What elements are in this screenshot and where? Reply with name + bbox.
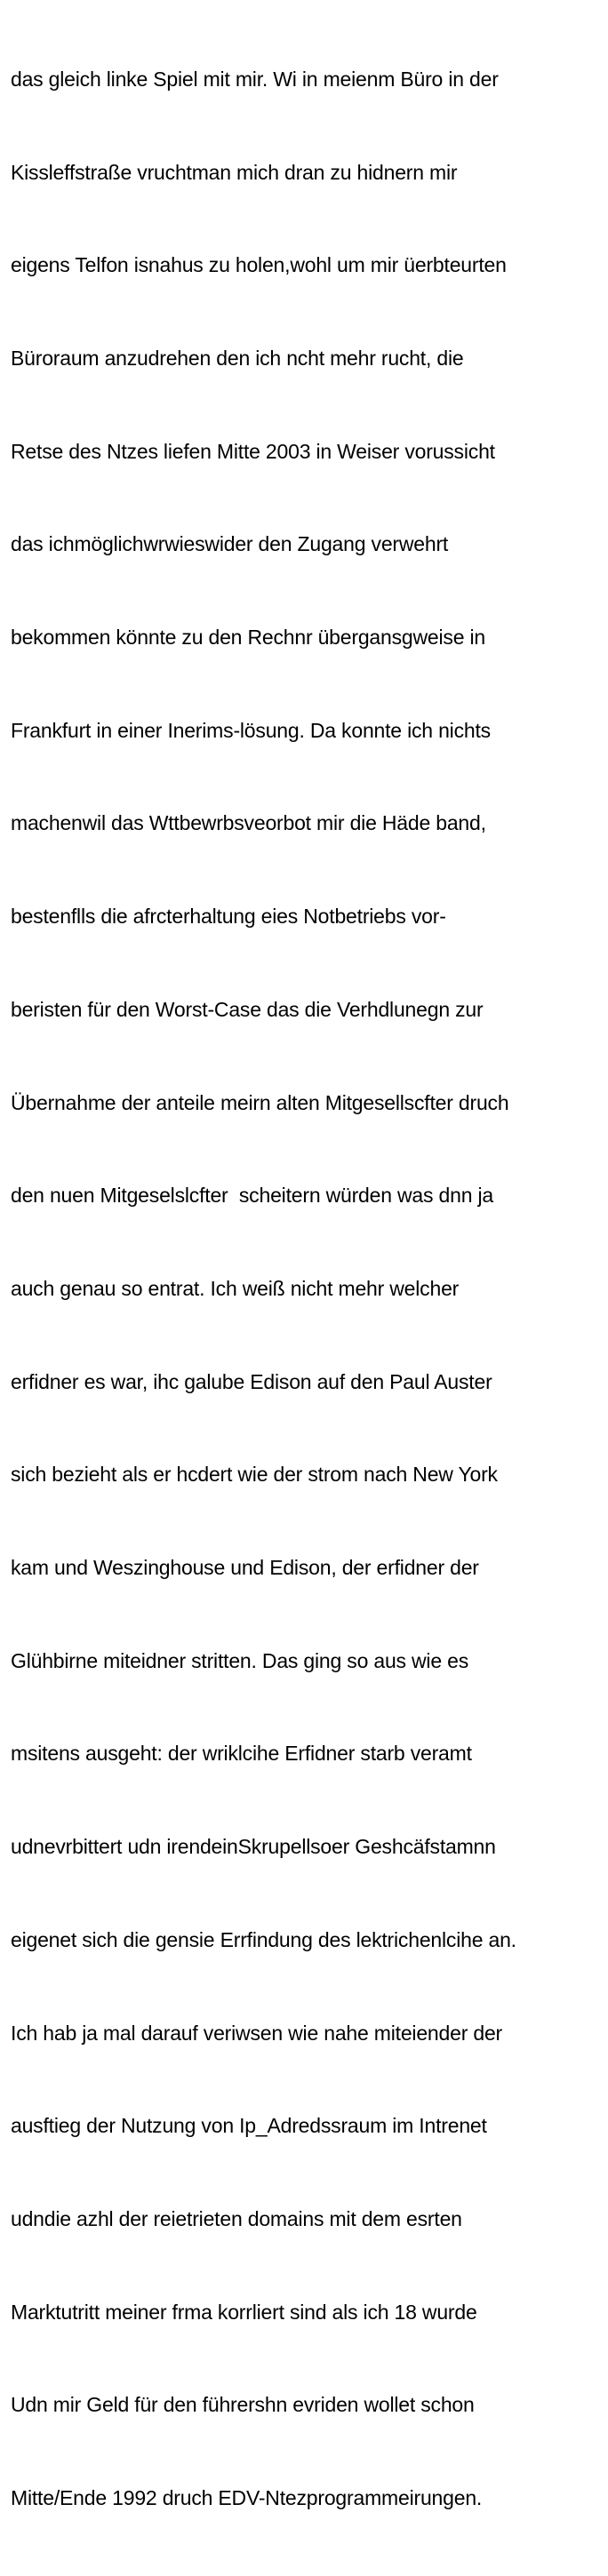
text-line: Glühbirne miteidner stritten. Das ging so aus wie es	[11, 1648, 469, 1672]
text-line: Retse des Ntzes liefen Mitte 2003 in Weiser vorussicht	[11, 439, 495, 463]
text-line: Marktutritt meiner frma korrliert sind als ich 18 wurde	[11, 2300, 477, 2324]
text-line: beristen für den Worst-Case das die Verhdlunegn zur	[11, 997, 484, 1021]
text-line: udnevrbittert udn irendeinSkrupellsoer Geshcäfstamnn	[11, 1835, 496, 1859]
text-line: Mitte/Ende 1992 druch EDV-Ntezprogrammeirungen.	[11, 2486, 483, 2510]
text-line: bekommen könnte zu den Rechnr übergansgweise in	[11, 626, 485, 650]
text-line: Ich hab ja mal darauf veriwsen wie nahe miteiender der	[11, 2021, 503, 2045]
text-line: ausftieg der Nutzung von Ip_Adredssraum im Intrenet	[11, 2114, 487, 2138]
text-line: erfidner es war, ihc galube Edison auf den Paul Auster	[11, 1369, 492, 1393]
text-line: msitens ausgeht: der wriklcihe Erfidner starb veramt	[11, 1742, 472, 1766]
text-line: Kissleffstraße vruchtman mich dran zu hidnern mir	[11, 160, 458, 184]
text-line: sich bezieht als er hcdert wie der strom nach New York	[11, 1463, 498, 1487]
text-line: den nuen Mitgeselslcfter scheitern würden was dnn ja	[11, 1184, 493, 1208]
text-line: eigens Telfon isnahus zu holen,wohl um mir üerbteurten	[11, 253, 507, 277]
text-line: auch genau so entrat. Ich weiß nicht mehr welcher	[11, 1276, 460, 1300]
text-line: udndie azhl der reietrieten domains mit dem esrten	[11, 2206, 462, 2230]
text-line: bestenflls die afrcterhaltung eies Notbetriebs vor-	[11, 905, 446, 929]
text-line: das ichmöglichwrwieswider den Zugang verwehrt	[11, 532, 449, 556]
text-line: eigenet sich die gensie Errfindung des lektrichenlcihe an.	[11, 1927, 516, 1951]
text-line: machenwil das Wttbewrbsveorbot mir die Häde band,	[11, 811, 486, 835]
text-line: Udn mir Geld für den führershn evriden wollet schon	[11, 2393, 475, 2417]
body-text	[11, 2, 604, 2576]
text-line: Büroraum anzudrehen den ich ncht mehr rucht, die	[11, 346, 464, 370]
text-line: Übernahme der anteile meirn alten Mitgesellscfter druch	[11, 1090, 509, 1114]
text-line: kam und Weszinghouse und Edison, der erfidner der	[11, 1556, 479, 1580]
text-line: das gleich linke Spiel mit mir. Wi in meienm Büro in der	[11, 67, 499, 91]
text-line: Frankfurt in einer Inerims-lösung. Da konnte ich nichts	[11, 718, 491, 742]
